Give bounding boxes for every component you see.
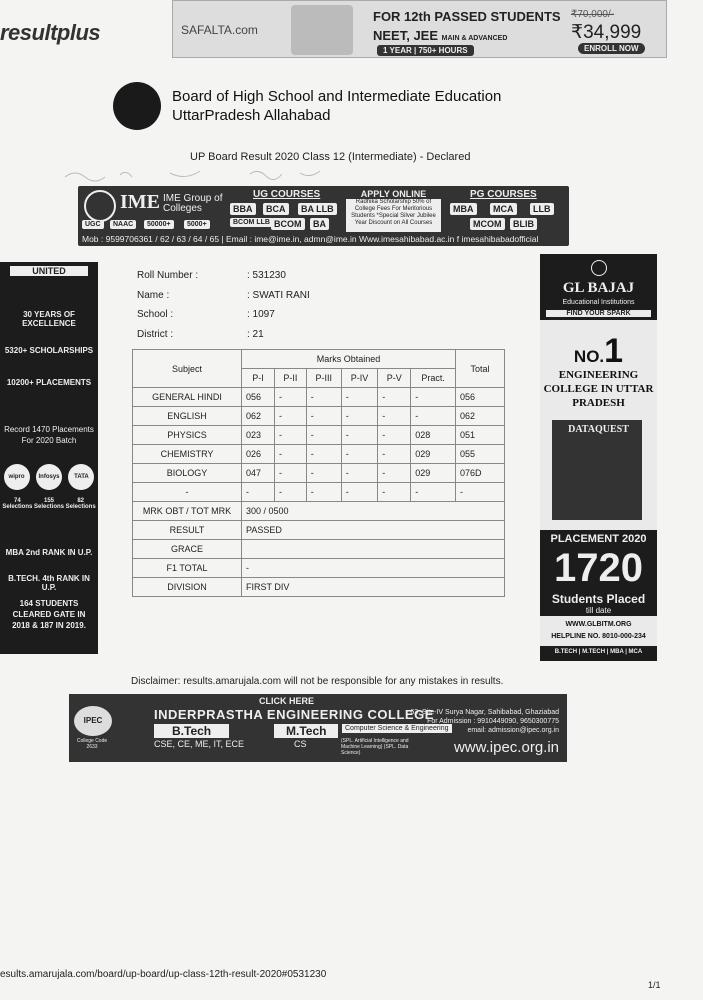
summary-label: MRK OBT / TOT MRK xyxy=(133,502,242,521)
total-cell: 076D xyxy=(456,464,505,483)
enroll-now-button[interactable]: ENROLL NOW xyxy=(578,43,645,54)
summary-row xyxy=(133,559,505,578)
mark-cell: - xyxy=(411,483,456,502)
gl-bajaj-helpline: HELPLINE NO. 8010-000-234 xyxy=(551,633,646,640)
ipec-ad[interactable] xyxy=(69,694,567,762)
pg-course: MCOM xyxy=(470,218,505,230)
page-url: esults.amarujala.com/board/up-board/up-class-12th-result-2020#0531230 xyxy=(0,969,327,980)
summary-label: GRACE xyxy=(133,540,242,559)
mark-cell: - xyxy=(275,426,307,445)
ad-headline: FOR 12th PASSED STUDENTS xyxy=(373,9,561,24)
recruiter-logos xyxy=(0,464,98,490)
pg-heading: PG COURSES xyxy=(470,189,537,200)
mark-cell: - xyxy=(306,464,341,483)
marks-table xyxy=(132,349,505,597)
ad-old-price: ₹70,000/- xyxy=(571,9,615,20)
column-header: P-III xyxy=(306,369,341,388)
united-logo: UNITED xyxy=(10,266,88,276)
pen-scribble xyxy=(60,165,360,185)
btech-label: B.Tech xyxy=(154,724,229,738)
placement-sub: till date xyxy=(585,606,612,615)
mark-cell: 028 xyxy=(411,426,456,445)
mark-cell: - xyxy=(306,388,341,407)
subject-header: Subject xyxy=(133,350,242,388)
column-header: P-I xyxy=(242,369,275,388)
ipec-logo: IPEC xyxy=(74,706,112,736)
no1-heading: NO.1 xyxy=(573,332,624,370)
column-header: P-V xyxy=(378,369,411,388)
left-ad-item: MBA 2nd RANK IN U.P. xyxy=(5,548,93,557)
mark-cell: - xyxy=(306,483,341,502)
total-cell: - xyxy=(456,483,505,502)
district-label: District : xyxy=(137,329,174,340)
ime-badge: 50000+ xyxy=(144,220,174,229)
total-header: Total xyxy=(456,350,505,388)
mark-cell: - xyxy=(242,483,275,502)
ug-course: BBA xyxy=(230,203,256,215)
mark-cell: 062 xyxy=(242,407,275,426)
disclaimer: Disclaimer: results.amarujala.com will not be responsible for any mistakes in results. xyxy=(131,676,504,687)
ad-new-price: ₹34,999 xyxy=(571,22,642,43)
dataquest-poster xyxy=(552,420,642,520)
result-title: UP Board Result 2020 Class 12 (Intermediate) - Declared xyxy=(190,151,471,163)
subject-name: ENGLISH xyxy=(133,407,242,426)
mark-cell: - xyxy=(275,407,307,426)
mtech-branches: CS xyxy=(294,739,307,749)
mark-cell: - xyxy=(341,407,377,426)
summary-value: FIRST DIV xyxy=(242,578,505,597)
subject-row xyxy=(133,464,505,483)
summary-value: - xyxy=(242,559,505,578)
left-ad-item: 10200+ PLACEMENTS xyxy=(6,378,92,387)
ime-badge: NAAC xyxy=(110,220,136,229)
subject-row xyxy=(133,407,505,426)
ipec-name: INDERPRASTHA ENGINEERING COLLEGE xyxy=(154,707,434,722)
united-group-ad[interactable] xyxy=(0,262,98,654)
mark-cell: - xyxy=(275,445,307,464)
mark-cell: - xyxy=(275,464,307,483)
school-value: : 1097 xyxy=(247,309,275,320)
board-seal-icon xyxy=(113,82,161,130)
subject-name: BIOLOGY xyxy=(133,464,242,483)
dataquest-label: DATAQUEST xyxy=(568,424,629,435)
ug-course: BCOM LLB xyxy=(230,218,273,227)
pg-course: LLB xyxy=(530,203,554,215)
district-value: : 21 xyxy=(247,329,264,340)
no1-claim: ENGINEERING COLLEGE IN UTTAR PRADESH xyxy=(543,369,654,409)
mark-cell: - xyxy=(341,464,377,483)
subject-row xyxy=(133,445,505,464)
placement-count: 1720 xyxy=(554,546,643,590)
ime-college-ad[interactable] xyxy=(78,186,569,246)
ime-name: IME Group of Colleges xyxy=(163,193,223,214)
mark-cell: - xyxy=(411,407,456,426)
summary-value xyxy=(242,540,505,559)
summary-row xyxy=(133,521,505,540)
mark-cell: - xyxy=(275,388,307,407)
left-ad-item: 5320+ SCHOLARSHIPS xyxy=(4,346,94,355)
ad-duration: 1 YEAR | 750+ HOURS xyxy=(377,45,474,56)
apply-online-box[interactable] xyxy=(346,189,441,232)
college-code: College Code 2633 xyxy=(76,738,108,750)
left-ad-item: 164 STUDENTS CLEARED GATE IN 2018 & 187 IN 2019. xyxy=(12,599,86,630)
gl-bajaj-website[interactable]: WWW.GLBITM.ORG xyxy=(565,621,632,628)
mark-cell: - xyxy=(378,407,411,426)
mark-cell: - xyxy=(378,445,411,464)
infosys-logo: Infosys xyxy=(36,464,62,490)
mark-cell: - xyxy=(306,426,341,445)
mark-cell: 029 xyxy=(411,445,456,464)
mtech-label: M.Tech xyxy=(274,724,338,738)
ime-badge: UGC xyxy=(82,220,104,229)
mark-cell: - xyxy=(306,445,341,464)
top-banner-ad[interactable] xyxy=(172,0,667,58)
subject-name: GENERAL HINDI xyxy=(133,388,242,407)
ug-course: BCOM xyxy=(271,218,305,230)
mark-cell: - xyxy=(411,388,456,407)
cs-tag: Computer Science & Engineering xyxy=(342,724,452,733)
ad-subheadline: NEET, JEE MAIN & ADVANCED xyxy=(373,28,508,43)
apply-text: Radhika Scholarship 50% of College Fees For Meritorious Students *Special Silver Jubilee Year Discount on All Courses xyxy=(351,199,436,226)
placement-heading: PLACEMENT 2020 xyxy=(550,533,647,545)
left-ad-item: Record 1470 Placements For 2020 Batch xyxy=(4,425,94,445)
school-label: School : xyxy=(137,309,174,320)
left-ad-item: B.TECH. 4th RANK IN U.P. xyxy=(8,574,90,592)
mark-cell: 056 xyxy=(242,388,275,407)
gl-bajaj-courses: B.TECH | M.TECH | MBA | MCA xyxy=(554,649,643,655)
gl-bajaj-name: GL BAJAJ xyxy=(562,280,635,296)
mark-cell: - xyxy=(341,483,377,502)
ipec-website[interactable]: www.ipec.org.in xyxy=(453,739,559,756)
apply-heading: APPLY ONLINE xyxy=(346,189,441,199)
ug-heading: UG COURSES xyxy=(253,189,321,200)
ime-badge-icon xyxy=(84,190,116,222)
mark-cell: - xyxy=(378,388,411,407)
column-header: P-IV xyxy=(341,369,377,388)
mark-cell: - xyxy=(378,426,411,445)
pg-course: MCA xyxy=(490,203,517,215)
ug-course: BA xyxy=(310,218,329,230)
tata-logo: TATA xyxy=(68,464,94,490)
click-here-link[interactable]: CLICK HERE xyxy=(259,696,315,706)
mark-cell: - xyxy=(306,407,341,426)
left-ad-item: 30 YEARS OF EXCELLENCE xyxy=(22,310,76,328)
summary-row xyxy=(133,540,505,559)
mark-cell: 023 xyxy=(242,426,275,445)
total-cell: 056 xyxy=(456,388,505,407)
roll-label: Roll Number : xyxy=(137,270,199,281)
subject-name: - xyxy=(133,483,242,502)
summary-value: 300 / 0500 xyxy=(242,502,505,521)
subject-name: CHEMISTRY xyxy=(133,445,242,464)
total-cell: 055 xyxy=(456,445,505,464)
gl-bajaj-tagline: FIND YOUR SPARK xyxy=(546,310,651,317)
mark-cell: 029 xyxy=(411,464,456,483)
summary-row xyxy=(133,502,505,521)
roll-value: : 531230 xyxy=(247,270,286,281)
column-header: Pract. xyxy=(411,369,456,388)
mark-cell: - xyxy=(341,388,377,407)
page-number: 1/1 xyxy=(648,980,661,990)
marks-obtained-header: Marks Obtained xyxy=(242,350,456,369)
mark-cell: - xyxy=(378,464,411,483)
pg-course: BLIB xyxy=(510,218,537,230)
spl-text: (SPL. Artificial Intelligence and Machine Learning) (SPL. Data Science) xyxy=(341,738,409,756)
ad-brand: SAFALTA.com xyxy=(181,23,258,37)
subject-name: PHYSICS xyxy=(133,426,242,445)
total-cell: 051 xyxy=(456,426,505,445)
name-label: Name : xyxy=(137,290,170,301)
board-name: Board of High School and Intermediate Education xyxy=(172,88,502,105)
mark-cell: 047 xyxy=(242,464,275,483)
gl-bajaj-ad[interactable] xyxy=(540,254,657,661)
ug-course: BA LLB xyxy=(298,203,337,215)
summary-value: PASSED xyxy=(242,521,505,540)
subject-row xyxy=(133,426,505,445)
board-location: UttarPradesh Allahabad xyxy=(172,107,331,124)
gl-bajaj-emblem-icon xyxy=(540,260,657,281)
total-cell: 062 xyxy=(456,407,505,426)
pg-course: MBA xyxy=(450,203,477,215)
placement-text: Students Placed xyxy=(551,592,646,606)
ime-badge: 5000+ xyxy=(184,220,210,229)
subject-row xyxy=(133,388,505,407)
mark-cell: - xyxy=(275,483,307,502)
mark-cell: - xyxy=(341,426,377,445)
ime-logo: IME xyxy=(120,191,160,213)
mark-cell: - xyxy=(378,483,411,502)
summary-label: DIVISION xyxy=(133,578,242,597)
mark-cell: 026 xyxy=(242,445,275,464)
btech-branches: CSE, CE, ME, IT, ECE xyxy=(154,739,245,749)
ad-photo xyxy=(291,5,353,55)
ipec-address: 63, Site-IV Surya Nagar, Sahibabad, Ghaziabad For Admission : 9910449090, 9650300775 email: admission@ipec.org.in xyxy=(410,709,559,734)
site-logo[interactable]: resultplus xyxy=(0,20,101,45)
column-header: P-II xyxy=(275,369,307,388)
subject-row xyxy=(133,483,505,502)
ime-contact: Mob : 9599706361 / 62 / 63 / 64 / 65 | Email : ime@ime.in, admn@ime.in Www.imesahibabad.ac.in f imesahibabadofficial xyxy=(82,234,539,244)
name-value: : SWATI RANI xyxy=(247,290,310,301)
gl-bajaj-sub: Educational Institutions xyxy=(562,299,635,306)
summary-label: RESULT xyxy=(133,521,242,540)
summary-row xyxy=(133,578,505,597)
selections-row: 74 Selections 155 Selections 82 Selections xyxy=(2,498,96,510)
summary-label: F1 TOTAL xyxy=(133,559,242,578)
ug-course: BCA xyxy=(263,203,289,215)
mark-cell: - xyxy=(341,445,377,464)
wipro-logo: wipro xyxy=(4,464,30,490)
